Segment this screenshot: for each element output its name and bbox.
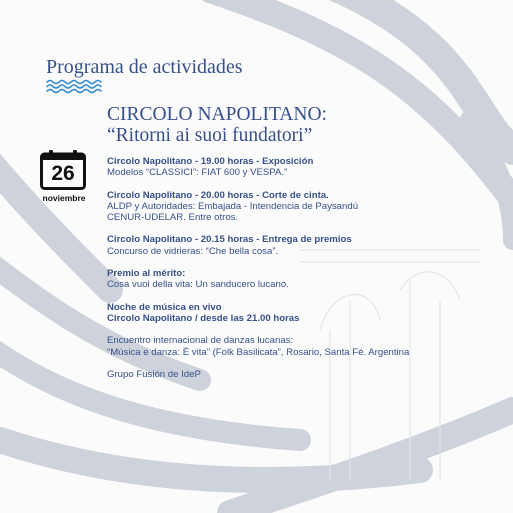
program-item-heading: Premio al mérito: [107, 268, 186, 280]
event-title-line-1: CIRCOLO NAPOLITANO: [107, 104, 327, 125]
calendar-day: 26 [51, 162, 75, 185]
program-item-heading: Circolo Napolitano - 20.00 horas - Corte de cinta. [107, 189, 329, 201]
date-badge [40, 150, 92, 203]
event-title-line-2: “Ritorni ai suoi fundatori” [107, 125, 313, 146]
program-item-detail: Encuentro internacional de danzas lucanas: [107, 335, 294, 347]
program-item [107, 234, 502, 257]
program-item [107, 156, 502, 179]
calendar-month: noviembre [42, 193, 86, 203]
program-item-detail: ALDP y Autoridades: Embajada - Intendencia de Paysandú [107, 200, 359, 212]
program-item [107, 369, 502, 380]
page-title: Programa de actividades [46, 56, 243, 78]
program-item-heading: Circolo Napolitano - 19.00 horas - Exposición [107, 156, 314, 167]
program-item [107, 335, 502, 358]
program-item-detail: Cosa vuoi della vita: Un sanducero lucano. [107, 279, 289, 291]
program-item-detail: Grupo Fusión de IdeP [107, 368, 201, 380]
program-item [107, 268, 502, 291]
program-item-detail: “Música e danza: È vita” (Folk Basilicata”, Rosario, Santa Fé. Argentina [107, 346, 410, 358]
program-item-heading: Circolo Napolitano - 20.15 horas - Entrega de premios [107, 234, 352, 246]
program-item-heading: Noche de música en vivo [107, 301, 222, 313]
program-item-heading: Circolo Napolitano / desde las 21.00 horas [107, 312, 300, 324]
program-item [107, 190, 502, 224]
program-item-detail: Concurso de vidrieras: “Che bella cosa”. [107, 245, 279, 257]
program-item-detail: Modelos “CLASSICI”: FIAT 600 y VESPA.” [107, 167, 288, 179]
program-list [107, 156, 502, 391]
waves-icon [46, 78, 104, 94]
event-title [107, 104, 497, 146]
program-item [107, 302, 502, 325]
program-item-detail: CENUR-UDELAR. Entre otros. [107, 212, 239, 224]
